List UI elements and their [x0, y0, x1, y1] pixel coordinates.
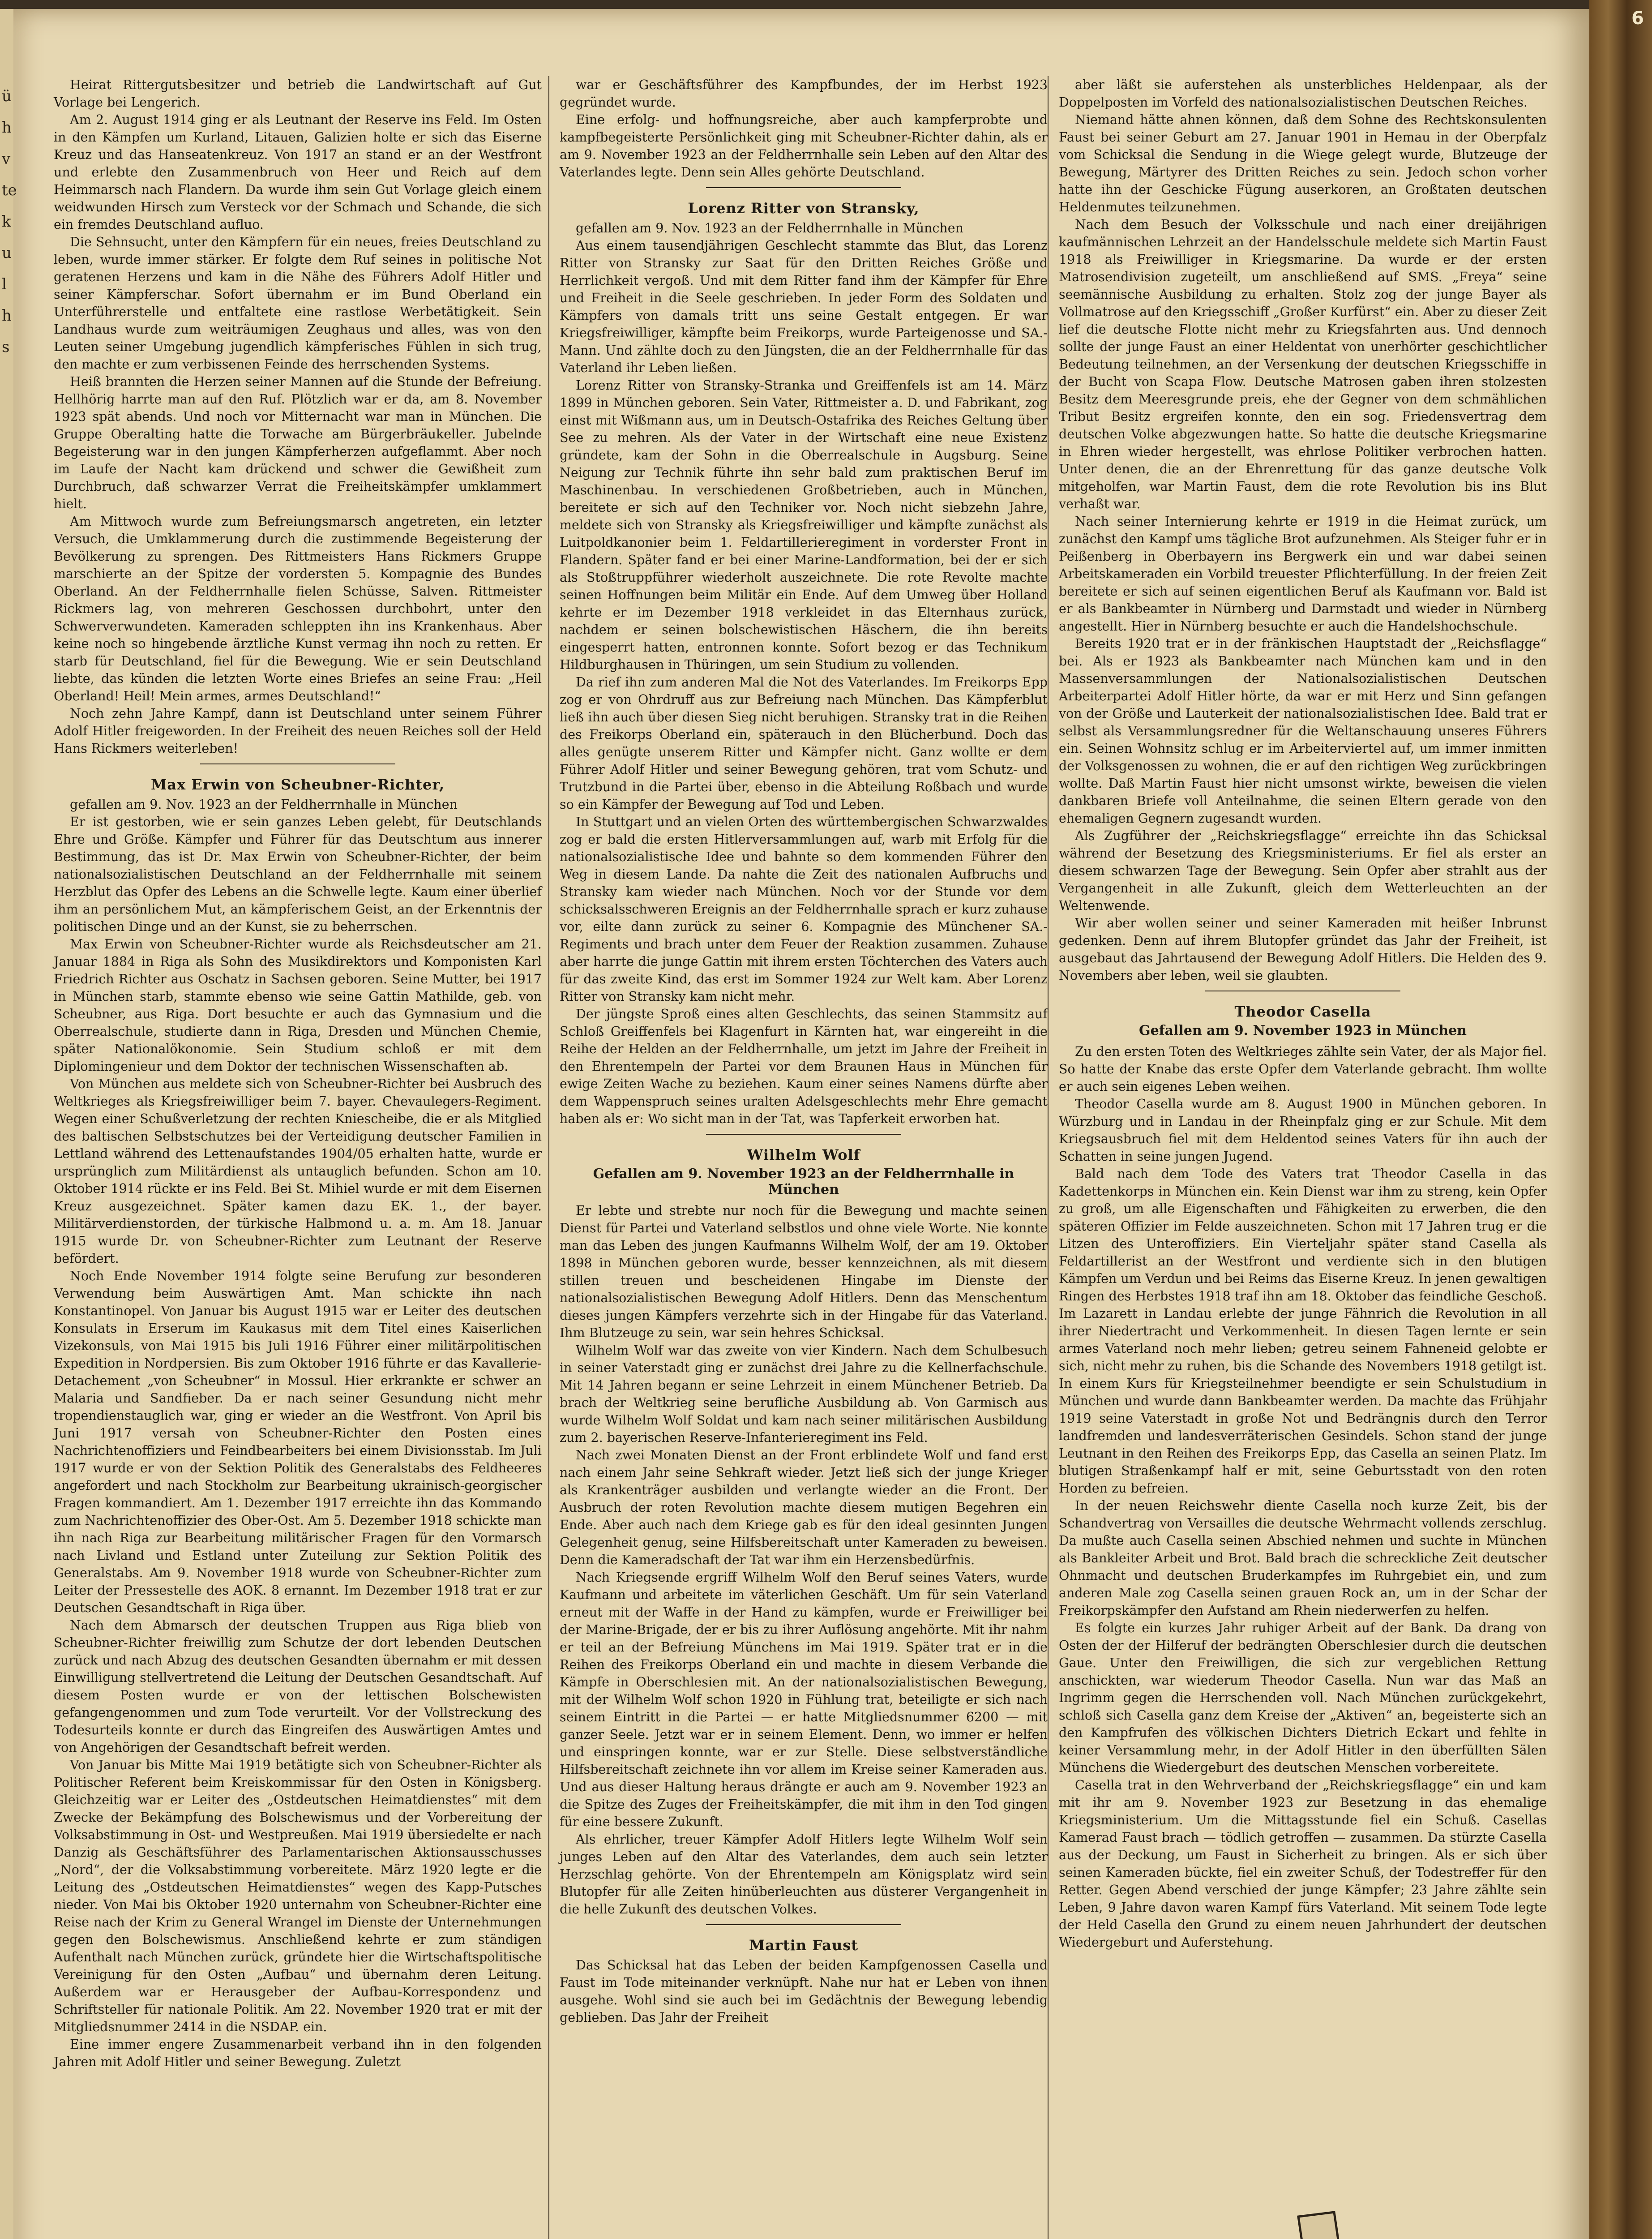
section-rule	[706, 1924, 901, 1925]
section-rule	[706, 187, 901, 188]
paragraph: Heirat Rittergutsbesitzer und betrieb die Landwirtschaft auf Gut Vorlage bei Lengerich.	[54, 77, 542, 110]
paragraph: Theodor Casella wurde am 8. August 1900 in München geboren. In Würzburg und in Landau in der Rheinpfalz ging er zur Schule. Mit dem Kriegsausbruch fiel mit dem Heldentod seines Vaters für ihn auch der Schatten in seine jungen Jugend.	[1059, 1097, 1547, 1164]
column-2	[560, 76, 1048, 2026]
paragraph: Er lebte und strebte nur noch für die Bewegung und machte seinen Dienst für Partei und Vaterland selbstlos und ohne viele Worte. Nie konnte man das Leben des jungen Kaufmanns Wilhelm Wolf, der am 19. Oktober 1898 in München geboren wurde, besser kennzeichnen, als mit diesem stillen treuen und bescheidenen Hingabe im Dienste der nationalsozialistischen Bewegung Adolf Hitlers. Denn das Menschentum dieses jungen Kämpfers verzehrte sich in der Hingabe für das Vaterland. Ihm Blutzeuge zu sein, war sein hehres Schicksal.	[560, 1203, 1048, 1340]
paragraph: Eine erfolg- und hoffnungsreiche, aber auch kampferprobte und kampfbegeisterte Persönlichkeit ging mit Scheubner-Richter dahin, als er am 9. November 1923 an der Feldherrnhalle sein Leben auf den Altar des Vaterlandes legte. Denn sein Alles gehörte Deutschland.	[560, 112, 1048, 180]
subheading-wilhelm-wolf: Gefallen am 9. November 1923 an der Feldherrnhalle in München	[593, 1166, 1014, 1197]
margin-fragment: h	[2, 119, 12, 137]
paragraph: Noch zehn Jahre Kampf, dann ist Deutschland unter seinem Führer Adolf Hitler freigeworden. In der Freiheit des neuen Reiches soll der Held Hans Rickmers weiterleben!	[54, 706, 542, 756]
paragraph: gefallen am 9. Nov. 1923 an der Feldherrnhalle in München	[576, 221, 963, 236]
section-rule	[706, 1134, 901, 1135]
heading-stransky: Lorenz Ritter von Stransky,	[688, 200, 920, 217]
paragraph: aber läßt sie auferstehen als unsterbliches Heldenpaar, als der Doppelposten im Vorfeld des nationalsozialistischen Deutschen Reiches.	[1059, 77, 1547, 110]
paragraph: Casella trat in den Wehrverband der „Reichskriegsflagge“ ein und kam mit ihr am 9. November 1923 zur Besetzung in das ehemalige Kriegsministerium. Um die Mittagsstunde fiel ein Schuß. Casellas Kamerad Faust brach — tödlich getroffen — zusammen. Da stürzte Casella aus der Deckung, um Faust in Sicherheit zu bringen. Als er sich über seinen Kameraden bückte, fiel ein zweiter Schuß, der Todestreffer für den Retter. Gegen Abend verschied der junge Kämpfer; 23 Jahre zählte sein Leben, 9 Jahre davon waren Kampf fürs Vaterland. Mit seinem Tode legte der Held Casella den Grund zu einem neuen Jahrhundert der deutschen Wiedergeburt und Auferstehung.	[1059, 1778, 1547, 1950]
paragraph: Nach seiner Internierung kehrte er 1919 in die Heimat zurück, um zunächst den Kampf ums tägliche Brot aufzunehmen. Als Steiger fuhr er in Peißenberg in Oberbayern ins Bergwerk ein und war dabei seinen Arbeitskameraden ein Vorbild treuester Pflichterfüllung. In der freien Zeit bereitete er sich auf seinen eigentlichen Beruf als Kaufmann vor. Bald ist er als Bankbeamter in Nürnberg und Darmstadt und wieder in Nürnberg angestellt. Hier in Nürnberg besuchte er auch die Handelshochschule.	[1059, 514, 1547, 634]
paragraph: Bereits 1920 trat er in der fränkischen Hauptstadt der „Reichsflagge“ bei. Als er 1923 als Bankbeamter nach München kam und in den Massenversammlungen der Nationalsozialistischen Deutschen Arbeiterpartei Adolf Hitler hörte, da war er mit Herz und Sinn gefangen von der Größe und Lauterkeit der nationalsozialistischen Idee. Bald trat er selbst als Versammlungsredner für die Weltanschauung unseres Führers ein. Seinen Wohnsitz schlug er im Arbeiterviertel auf, um immer inmitten der Volksgenossen zu wohnen, die er auf den richtigen Weg zurückbringen wollte. Daß Martin Faust hier nicht umsonst wirkte, beweisen die vielen dankbaren Briefe voll Anteilnahme, die seinen Eltern gerade von den ehemaligen Gegnern zugesandt wurden.	[1059, 636, 1547, 826]
paragraph: Wir aber wollen seiner und seiner Kameraden mit heißer Inbrunst gedenken. Denn auf ihrem Blutopfer gründet das Jahr der Freiheit, ist ausgebaut das Jahrtausend der Bewegung Adolf Hitlers. Die Helden des 9. Novembers aber leben, weil sie glaubten.	[1059, 916, 1547, 983]
paragraph: Da rief ihn zum anderen Mal die Not des Vaterlandes. Im Freikorps Epp zog er von Ohrdruff aus zur Befreiung nach München. Das Kämpferblut ließ ihn auch über diesen Sieg nicht beruhigen. Stransky trat in die Reihen des Freikorps Oberland ein, späterauch in den Blücherbund. Doch das alles genügte unserem Ritter und Kämpfer nicht. Ganz wollte er dem Führer Adolf Hitler und seiner Bewegung gehören, trat vom Schutz- und Trutzbund in die Partei über, ebenso in die Abteilung Roßbach und wurde so ein Kämpfer der Bewegung auf Tod und Leben.	[560, 675, 1048, 812]
margin-fragment: ü	[2, 87, 12, 105]
cross-wreath-illustration	[1092, 2163, 1540, 2239]
subheading-theodor-casella: Gefallen am 9. November 1923 in München	[1139, 1023, 1467, 1038]
paragraph: gefallen am 9. Nov. 1923 an der Feldherrnhalle in München	[70, 797, 458, 812]
margin-fragment: l	[2, 275, 7, 293]
margin-fragment: v	[2, 150, 11, 168]
paragraph: Heiß brannten die Herzen seiner Mannen auf die Stunde der Befreiung. Hellhörig harrte man auf den Ruf. Plötzlich war er da, am 8. November 1923 spät abends. Und noch vor Mitternacht war man in München. Die Gruppe Oberalting hatte die Torwache am Bürgerbräukeller. Jubelnde Begeisterung war in den jungen Kämpferherzen aufgeflammt. Aber noch im Laufe der Nacht kam drückend und schwer die Gewißheit zum Durchbruch, daß schwarzer Verrat die Freiheitskämpfer umklammert hielt.	[54, 374, 542, 511]
column-divider	[548, 76, 549, 2239]
paragraph: Das Schicksal hat das Leben der beiden Kampfgenossen Casella und Faust im Tode miteinander verknüpft. Nahe nur hat er Leben von ihnen ausgehe. Wohl sind sie auch bei im Gedächtnis der Bewegung lebendig geblieben. Das Jahr der Freiheit	[560, 1958, 1048, 2025]
column-3	[1059, 76, 1547, 1951]
paragraph: Als Zugführer der „Reichskriegsflagge“ erreichte ihn das Schicksal während der Besetzung des Kriegsministeriums. Er fiel als erster an diesem schwarzen Tage der Bewegung. Sein Opfer aber strahlt aus der Vergangenheit in alle Zukunft, gleich dem Wetterleuchten an der Weltenwende.	[1059, 828, 1547, 913]
paragraph: Noch Ende November 1914 folgte seine Berufung zur besonderen Verwendung beim Auswärtigen Amt. Man schickte ihn nach Konstantinopel. Von Januar bis August 1915 war er Leiter des deutschen Konsulats in Erserum im Kaukasus mit dem Titel eines Kaiserlichen Vizekonsuls, von Mai 1915 bis Juli 1916 Führer einer militärpolitischen Expedition in Nordpersien. Bis zum Oktober 1916 führte er das Kavallerie-Detachement „von Scheubner“ in Mossul. Hier erkrankte er schwer an Malaria und Sandfieber. Da er nach seiner Gesundung nicht mehr tropendienstauglich war, ging er wieder an die Westfront. Von April bis Juni 1917 versah von Scheubner-Richter den Posten eines Nachrichtenoffiziers und Feindbearbeiters bei einem Divisionsstab. Im Juli 1917 wurde er von der Sektion Politik des Generalstabs des Feldheeres angefordert und nach Stockholm zur Bearbeitung ukrainisch-georgischer Fragen kommandiert. Am 1. Dezember 1917 erreichte ihn das Kommando zum Nachrichtenoffizier des Ober-Ost. Am 5. Dezember 1918 schickte man ihn nach Riga zur Bearbeitung militärischer Fragen für den Vormarsch nach Livland und Estland unter Zuteilung zur Sektion Politik des Generalstabs. Am 9. November 1918 wurde von Scheubner-Richter zum Leiter der Pressestelle des AOK. 8 ernannt. Im Dezember 1918 trat er zur Deutschen Gesandtschaft in Riga über.	[54, 1269, 542, 1615]
paragraph: Wilhelm Wolf war das zweite von vier Kindern. Nach dem Schulbesuch in seiner Vaterstadt ging er zunächst drei Jahre zu die Kellnerfachschule. Mit 14 Jahren begann er seine Lehrzeit in einem Münchener Betrieb. Da brach der Weltkrieg seine berufliche Ausbildung ab. Von Garmisch aus wurde Wilhelm Wolf Soldat und kam nach seiner militärischen Ausbildung zum 2. bayerischen Reserve-Infanterieregiment ins Feld.	[560, 1343, 1048, 1445]
paragraph: In der neuen Reichswehr diente Casella noch kurze Zeit, bis der Schandvertrag von Versailles die deutsche Wehrmacht vollends zerschlug. Da mußte auch Casella seinen Abschied nehmen und suchte in München als Bankleiter Arbeit und Brot. Bald brach die schreckliche Zeit deutscher Ohnmacht und deutschen Bruderkampfes im Ruhrgebiet ein, und zum anderen Male zog Casella seinen grauen Rock an, um in der Schar der Freikorpskämpfer den Aufstand am Rhein niederwerfen zu helfen.	[1059, 1498, 1547, 1618]
margin-fragment: h	[2, 307, 12, 325]
paragraph: Lorenz Ritter von Stransky-Stranka und Greiffenfels ist am 14. März 1899 in München geboren. Sein Vater, Rittmeister a. D. und Fabrikant, zog einst mit Wißmann aus, um in Deutsch-Ostafrika des Reiches Geltung über See zu mehren. Als der Vater in der Wirtschaft eine neue Existenz gründete, kam der Sohn in die Oberrealschule in Augsburg. Seine Neigung zur Technik führte ihn sehr bald zum praktischen Beruf im Maschinenbau. In verschiedenen Großbetrieben, auch in München, bereitete er sich auf den Techniker vor. Noch nicht siebzehn Jahre, meldete sich von Stransky als Kriegsfreiwilliger und kämpfte zunächst als Luitpoldkanonier beim 1. Feldartillerieregiment in vorderster Front in Flandern. Später fand er bei einer Marine-Landformation, bei der er sich als Stoßtruppführer wiederholt auszeichnete. Die rote Revolte machte seinen Hoffnungen beim Militär ein Ende. Auf dem Umweg über Holland kehrte er im Dezember 1918 verkleidet in das Elternhaus zurück, nachdem er seinen bolschewistischen Häschern, die ihn bereits eingesperrt hatten, entronnen konnte. Sofort bezog er das Technikum Hildburghausen in Thüringen, um sein Studium zu vollenden.	[560, 378, 1048, 672]
paragraph: Niemand hätte ahnen können, daß dem Sohne des Rechtskonsulenten Faust bei seiner Geburt am 27. Januar 1901 in Hemau in der Oberpfalz vom Schicksal die Sendung in die Wiege gelegt wurde, Blutzeuge der Bewegung, Märtyrer des Dritten Reiches zu sein. Jedoch schon vorher hatte ihn der Geschicke Fügung auserkoren, an Großtaten deutschen Heldenmutes teilzunehmen.	[1059, 112, 1547, 214]
heading-martin-faust: Martin Faust	[749, 1937, 859, 1954]
paragraph: war er Geschäftsführer des Kampfbundes, der im Herbst 1923 gegründet wurde.	[560, 77, 1048, 110]
paragraph: Nach dem Besuch der Volksschule und nach einer dreijährigen kaufmännischen Lehrzeit an der Handelsschule meldete sich Martin Faust 1918 als Freiwilliger in Kriegsmarine. Da wurde er der ersten Matrosendivision zugeteilt, um anschließend auf SMS. „Freya“ seine seemännische Ausbildung zu erhalten. Stolz zog der junge Bayer als Vollmatrose auf den Kriegsschiff „Großer Kurfürst“ ein. Aber zu dieser Zeit lief die deutsche Flotte nicht mehr zu Kriegsfahrten aus. Und dennoch sollte der junge Faust an einer Heldentat von unerhörter geschichtlicher Bedeutung teilnehmen, an der Versenkung der deutschen Kriegsschiffe in der Bucht von Scapa Flow. Deutsche Matrosen gaben ihren stolzesten Besitz dem Meeresgrunde preis, ehe der Gegner von dem schmählichen Tribut Besitz ergreifen konnte, den ein sog. Friedensvertrag dem deutschen Volke abgezwungen hatte. So hatte die deutsche Kriegsmarine in Ehren wieder hergestellt, was ehrlose Politiker verbrochen hatten. Unter denen, die an der Ehrenrettung für das ganze deutsche Volk mitgeholfen, war Martin Faust, dem die rote Revolution bis ins Blut verhaßt war.	[1059, 217, 1547, 511]
paragraph: Nach Kriegsende ergriff Wilhelm Wolf den Beruf seines Vaters, wurde Kaufmann und arbeitete im väterlichen Geschäft. Um für sein Vaterland erneut mit der Waffe in der Hand zu kämpfen, wurde er Freiwilliger bei der Marine-Brigade, der er bis zu ihrer Auflösung angehörte. Mit ihr nahm er teil an der Befreiung Münchens im Mai 1919. Später trat er in die Reihen des Freikorps Oberland ein und machte in diesem Verbande die Kämpfe in Oberschlesien mit. An der nationalsozialistischen Bewegung, mit der Wilhelm Wolf schon 1920 in Fühlung trat, beteiligte er sich nach seinem Eintritt in die Partei — er hatte Mitgliedsnummer 6200 — mit ganzer Seele. Jetzt war er in seinem Element. Denn, wo immer er helfen und einspringen konnte, war er zur Stelle. Diese selbstverständliche Hilfsbereitschaft zeichnete ihn vor allem im Kreise seiner Kameraden aus. Und aus dieser Haltung heraus drängte er auch am 9. November 1923 an die Spitze des Zuges der Freiheitskämpfer, die mit ihm in den Tod gingen für eine bessere Zukunft.	[560, 1570, 1048, 1829]
paragraph: Die Sehnsucht, unter den Kämpfern für ein neues, freies Deutschland zu leben, wurde immer stärker. Er folgte dem Ruf seines in politische Not geratenen Herzens und kam in die Nähe des Führers Adolf Hitler und seiner Kämpferschar. Sofort übernahm er im Bund Oberland ein Unterführerstelle und entfaltete eine rastlose Werbetätigkeit. Sein Landhaus wurde zum weiträumigen Zeughaus und alles, was von den Leuten seiner Umgebung jugendlich kämpferisches Fühlen in sich trug, den machte er zum verbissenen Feinde des herrschenden Systems.	[54, 235, 542, 372]
heading-scheubner-richter: Max Erwin von Scheubner-Richter,	[150, 776, 445, 793]
section-rule	[200, 763, 395, 764]
paragraph: Er ist gestorben, wie er sein ganzes Leben gelebt, für Deutschlands Ehre und Größe. Kämpfer und Führer für das Deutschtum aus innerer Bestimmung, das ist Dr. Max Erwin von Scheubner-Richter, der beim nationalsozialistischen Deutschland an der Feldherrnhalle mit seinem Herzblut das Opfer des Lebens an die Schwelle legte. Kaum einer überlief ihm an persönlichem Mut, an kämpferischem Geist, an der Erkenntnis der politischen Dinge und an der Kunst, sie zu beherrschen.	[54, 815, 542, 934]
paragraph: Eine immer engere Zusammenarbeit verband ihn in den folgenden Jahren mit Adolf Hitler und seiner Bewegung. Zuletzt	[54, 2037, 542, 2069]
paragraph: Am Mittwoch wurde zum Befreiungsmarsch angetreten, ein letzter Versuch, die Umklammerung durch die zustimmende Begeisterung der Bevölkerung zu sprengen. Des Rittmeisters Hans Rickmers Gruppe marschierte an der Spitze der vordersten 5. Kompagnie des Bundes Oberland. An der Feldherrnhalle fielen Schüsse, Salven. Rittmeister Rickmers lag, von mehreren Geschossen durchbohrt, unter den Schwerverwundeten. Kameraden schleppten ihn ins Krankenhaus. Aber keine noch so hingebende ärztliche Kunst vermag ihn noch zu retten. Er starb für Deutschland, fiel für die Bewegung. Wie er sein Deutschland liebte, das künden die letzten Worte eines Briefes an seine Frau: „Heil Oberland! Heil! Mein armes, armes Deutschland!“	[54, 514, 542, 703]
paragraph: In Stuttgart und an vielen Orten des württembergischen Schwarzwaldes zog er bald die ersten Hitlerversammlungen auf, warb mit Erfolg für die nationalsozialistische Idee und bahnte so dem kommenden Führer den Weg in diesem Lande. Da nahte die Zeit des nationalen Aufbruchs und Stransky kam wieder nach München. Noch vor der Stunde vor dem schicksalsschweren Ereignis an der Feldherrnhalle sprach er kurz zuhause vor, eilte dann zurück zu seiner 6. Kompagnie des Münchener SA.-Regiments und brach unter dem Feuer der Reaktion zusammen. Zuhause aber harrte die junge Gattin mit ihrem ersten Töchterchen des Vaters auch für das zweite Kind, das erst im Sommer 1924 zur Welt kam. Aber Lorenz Ritter von Stransky kam nicht mehr.	[560, 815, 1048, 1004]
paragraph: Am 2. August 1914 ging er als Leutnant der Reserve ins Feld. Im Osten in den Kämpfen um Kurland, Litauen, Galizien holte er sich das Eiserne Kreuz und das Hanseatenkreuz. Von 1917 an stand er an der Westfront und erlebte den Zusammenbruch von Heer und Reich auf dem Heimmarsch nach Flandern. Da wurde ihm sein Gut Vorlage gleich einem weidwunden Hirsch zum Versteck vor der Schmach und Schande, die sich ein fremdes Deutschland aufluo.	[54, 112, 542, 232]
paragraph: Zu den ersten Toten des Weltkrieges zählte sein Vater, der als Major fiel. So hatte der Knabe das erste Opfer dem Vaterlande gebracht. Ihm wollte er auch sein eigenes Leben weihen.	[1059, 1044, 1547, 1094]
heading-wilhelm-wolf: Wilhelm Wolf	[747, 1146, 860, 1163]
paragraph: Bald nach dem Tode des Vaters trat Theodor Casella in das Kadettenkorps in München ein. Kein Dienst war ihm zu streng, kein Opfer zu groß, um alle Eigenschaften und Fähigkeiten zu erwerben, die den späteren Offizier im Felde auszeichneten. Schon mit 17 Jahren trug er die Litzen des Unteroffiziers. Ein Vierteljahr später stand Casella als Feldartillerist an der Westfront und verdiente sich in den blutigen Kämpfen um Verdun und bei Reims das Eiserne Kreuz. In jenen gewaltigen Ringen des Herbstes 1918 traf ihn am 18. Oktober das feindliche Geschoß. Im Lazarett in Landau erlebte der junge Fähnrich die Revolution in all ihrer Niedertracht und Verkommenheit. In diesen Tagen lernte er sein armes Vaterland noch mehr lieben; getreu seinem Fahneneid gelobte er sich, nicht mehr zu ruhen, bis die Schande des Novembers 1918 getilgt ist. In einem Kurs für Kriegsteilnehmer beendigte er sein Schulstudium in München und wurde dann Bankbeamter werden. Da machte das Frühjahr 1919 seine Vaterstadt in große Not und Bedrängnis durch den Terror landfremden und landesverräterischen Gesindels. Schon stand der junge Leutnant in den Reihen des Freikorps Epp, das Casella an seinen Platz. Im blutigen Straßenkampf half er mit, seine Geburtsstadt von den roten Horden zu befreien.	[1059, 1167, 1547, 1496]
paragraph: Von Januar bis Mitte Mai 1919 betätigte sich von Scheubner-Richter als Politischer Referent beim Kreiskommissar für den Osten in Königsberg. Gleichzeitig war er Leiter des „Ostdeutschen Heimatdienstes“ mit dem Zwecke der Bekämpfung des Bolschewismus und der Vorbereitung der Volksabstimmung in Ost- und Westpreußen. Mai 1919 übersiedelte er nach Danzig als Geschäftsführer des Parlamentarischen Aktionsausschusses „Nord“, der die Volksabstimmung vorbereitete. März 1920 legte er die Leitung des „Ostdeutschen Heimatdienstes“ wegen des Kapp-Putsches nieder. Von Mai bis Oktober 1920 unternahm von Scheubner-Richter eine Reise nach der Krim zu General Wrangel im Dienste der Unternehmungen gegen den Bolschewismus. Anschließend kehrte er zum ständigen Aufenthalt nach München zurück, gründete hier die Wirtschaftspolitische Vereinigung für den Osten „Aufbau“ und übernahm deren Leitung. Außerdem war er Herausgeber der Aufbau-Korrespondenz und Schriftsteller für nationale Politik. Am 22. November 1920 trat er mit der Mitgliedsnummer 2414 in die NSDAP. ein.	[54, 1758, 542, 2034]
margin-fragment: s	[2, 338, 10, 356]
paragraph: Aus einem tausendjährigen Geschlecht stammte das Blut, das Lorenz Ritter von Stransky zur Saat für den Dritten Reiches Größe und Herrlichkeit vergoß. Und mit dem Ritter fand ihm der Kämpfer für Ehre und Freiheit in die Seele geschrieben. In jeder Form des Soldaten und Kämpfers von damals tritt uns seine Gestalt entgegen. Er war Kriegsfreiwilliger, kämpfte beim Freikorps, wurde Parteigenosse und SA.-Mann. Und zählte doch zu den Jüngsten, die an der Feldherrnhalle für das Vaterland ihr Leben ließen.	[560, 238, 1048, 375]
paragraph: Max Erwin von Scheubner-Richter wurde als Reichsdeutscher am 21. Januar 1884 in Riga als Sohn des Musikdirektors und Komponisten Karl Friedrich Richter aus Oschatz in Sachsen geboren. Seine Mutter, bei 1917 in München starb, stammte ebenso wie seine Gattin Mathilde, geb. von Scheubner, aus Riga. Dort besuchte er auch das Gymnasium und die Oberrealschule, studierte dann in Riga, Dresden und München Chemie, später Nationalökonomie. Sein Studium schloß er mit dem Diplomingenieur und dem Doktor der technischen Wissenschaften ab.	[54, 937, 542, 1074]
margin-fragment: te	[2, 181, 17, 199]
column-1	[54, 76, 542, 2071]
book-binding-edge	[1589, 0, 1652, 2239]
heading-theodor-casella: Theodor Casella	[1234, 1003, 1371, 1020]
spine-label: 6	[1631, 8, 1644, 29]
left-margin-text	[2, 81, 20, 363]
paragraph: Von München aus meldete sich von Scheubner-Richter bei Ausbruch des Weltkrieges als Kriegsfreiwilliger beim 7. bayer. Chevaulegers-Regiment. Wegen einer Schußverletzung der rechten Kniescheibe, die er als Mitglied des baltischen Selbstschutzes bei der Verteidigung deutscher Familien in Lettland während des Lettenaufstandes 1904/05 erhalten hatte, wurde er ursprünglich zum Militärdienst als untauglich befunden. Schon am 10. Oktober 1914 rückte er ins Feld. Bei St. Mihiel wurde er mit dem Eisernen Kreuz ausgezeichnet. Später kamen dazu EK. 1., der bayer. Militärverdienstorden, der türkische Halbmond u. a. m. Am 18. Januar 1915 wurde Dr. von Scheubner-Richter zum Leutnant der Reserve befördert.	[54, 1077, 542, 1266]
paragraph: Nach zwei Monaten Dienst an der Front erblindete Wolf und fand erst nach einem Jahr seine Sehkraft wieder. Jetzt ließ sich der junge Krieger als Krankenträger ausbilden und verlangte wieder an die Front. Der Ausbruch der roten Revolution machte diesem mutigen Begehren ein Ende. Aber auch nach dem Kriege gab es für den ideal gesinnten Jungen Gelegenheit genug, seine Hilfsbereitschaft unter Kameraden zu beweisen. Denn die Kameradschaft der Tat war ihm ein Herzensbedürfnis.	[560, 1448, 1048, 1567]
paragraph: Nach dem Abmarsch der deutschen Truppen aus Riga blieb von Scheubner-Richter freiwillig zum Schutze der dort lebenden Deutschen zurück und nach Abzug des deutschen Gesandten übernahm er mit dessen Einwilligung stellvertretend die Leitung der Deutschen Gesandtschaft. Auf diesem Posten wurde er von der lettischen Bolschewisten gefangengenommen und zum Tode verurteilt. Vor der Vollstreckung des Todesurteils konnte er durch das Eingreifen des Auswärtigen Amtes und von Angehörigen der Gesandtschaft befreit werden.	[54, 1618, 542, 1755]
margin-fragment: k	[2, 213, 11, 231]
paragraph: Es folgte ein kurzes Jahr ruhiger Arbeit auf der Bank. Da drang von Osten der der Hilferuf der bedrängten Oberschlesier durch die deutschen Gaue. Unter den Freiwilligen, die sich zur vergeblichen Rettung anschickten, war wiederum Theodor Casella. Nun war das Maß an Ingrimm gegen die Herrschenden voll. Nach München zurückgekehrt, schloß sich Casella ganz dem Kreise der „Aktiven“ an, begeisterte sich an den Kampfrufen des völkischen Dichters Dietrich Eckart und fehlte in keiner Versammlung mehr, in der Adolf Hitler in den überfüllten Sälen Münchens die Wiedergeburt des deutschen Menschen vorbereitete.	[1059, 1621, 1547, 1775]
paragraph: Der jüngste Sproß eines alten Geschlechts, das seinen Stammsitz auf Schloß Greiffenfels bei Klagenfurt in Kärnten hat, war eingereiht in die Reihe der Helden an der Feldherrnhalle, um jetzt im Jahre der Freiheit in den Ehrentempeln der Partei vor dem Braunen Haus in München für ewige Zeiten Wache zu beziehen. Kaum einer seines Namens dürfte aber dem Wappenspruch seines uralten Adelsgeschlechts mehr Ehre gemacht haben als er: Wo sicht man in der Tat, was Tapferkeit erworben hat.	[560, 1007, 1048, 1126]
paragraph: Als ehrlicher, treuer Kämpfer Adolf Hitlers legte Wilhelm Wolf sein junges Leben auf den Altar des Vaterlandes, dem auch sein letzter Herzschlag gehörte. Von der Ehrentempeln am Königsplatz wird sein Blutopfer für alle Zeiten hinüberleuchten aus düsterer Vergangenheit in die helle Zukunft des deutschen Volkes.	[560, 1832, 1048, 1917]
column-divider	[1048, 76, 1049, 2239]
margin-fragment: u	[2, 244, 12, 262]
